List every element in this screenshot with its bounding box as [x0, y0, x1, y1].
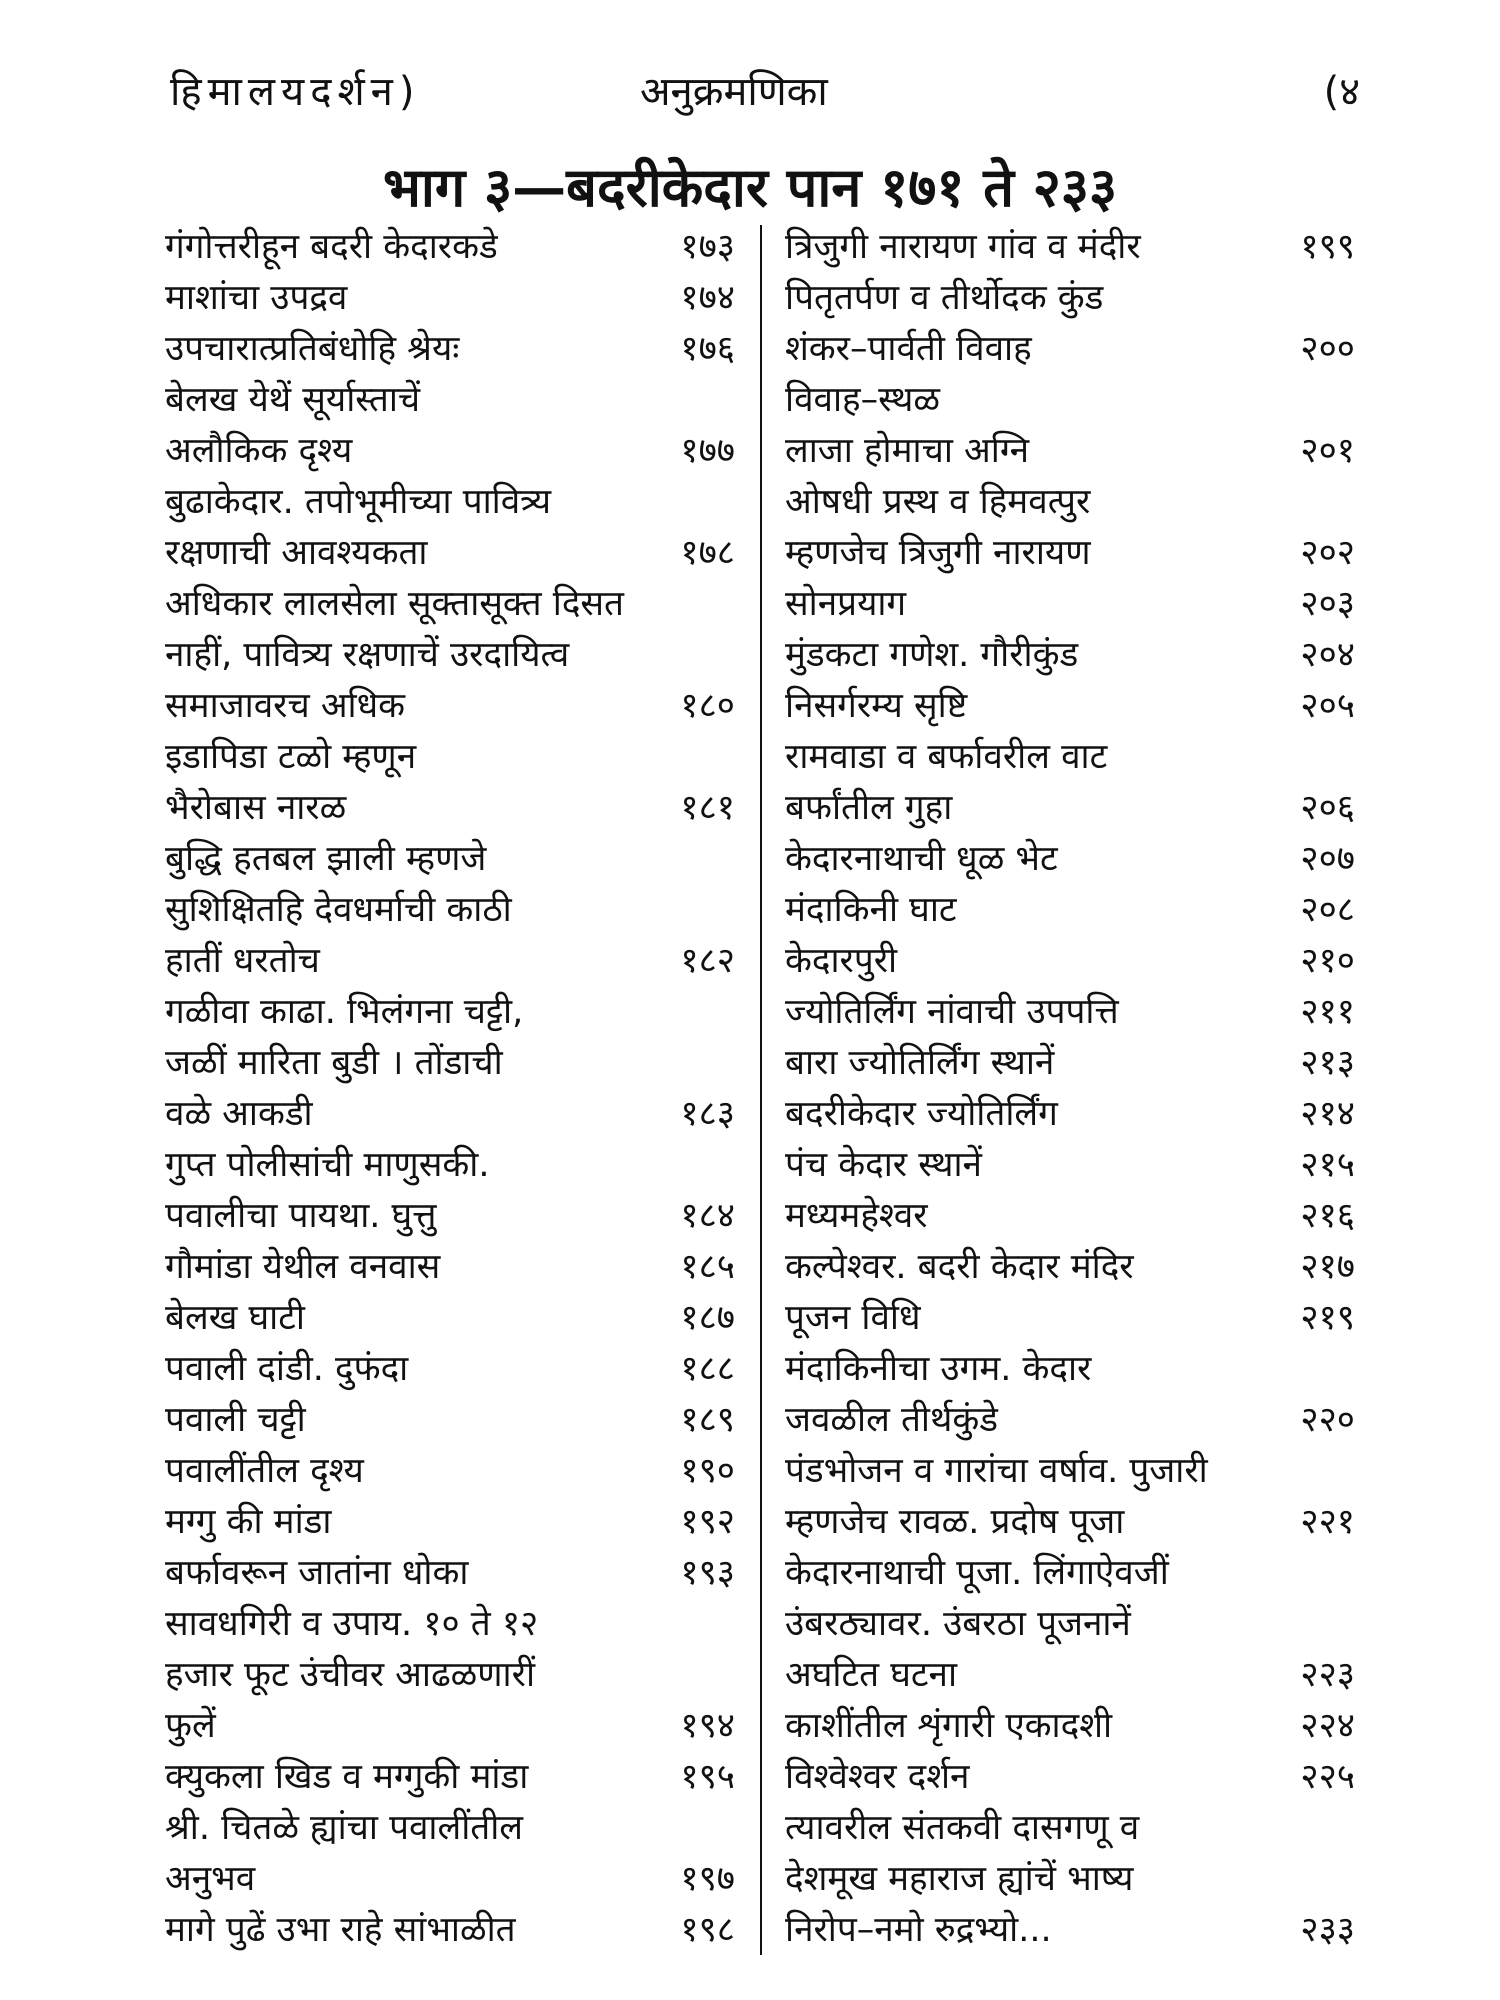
index-entry: [165, 630, 735, 681]
entry-title: पवालींतील दृश्य: [165, 1451, 364, 1491]
entry-title: विश्वेश्वर दर्शन: [785, 1757, 970, 1797]
entry-title: निसर्गरम्य सृष्टि: [785, 686, 968, 726]
entry-title: बर्फावरून जातांना धोका: [165, 1553, 469, 1593]
entry-title: अनुभव: [165, 1859, 256, 1899]
index-entry: [165, 1140, 735, 1191]
index-entry: [165, 375, 735, 426]
index-entry: [165, 783, 735, 834]
entry-title: बुद्धि हतबल झाली म्हणजे: [165, 839, 487, 879]
entry-page-number: २०७: [1300, 839, 1355, 879]
entry-page-number: १८३: [680, 1094, 735, 1134]
index-entry: [165, 1242, 735, 1293]
entry-page-number: २२३: [1300, 1655, 1355, 1695]
entry-title: अघटित घटना: [785, 1655, 958, 1695]
index-entry: [165, 324, 735, 375]
entry-title: बुढाकेदार. तपोभूमीच्या पावित्र्य: [165, 482, 552, 522]
entry-page-number: २०१: [1300, 431, 1355, 471]
entry-title: सोनप्रयाग: [785, 584, 907, 624]
index-entry: [785, 987, 1355, 1038]
entry-title: बारा ज्योतिर्लिंग स्थानें: [785, 1043, 1055, 1083]
entry-title: बेलख येथें सूर्यास्ताचें: [165, 380, 421, 420]
entry-page-number: २०८: [1300, 890, 1355, 930]
index-entry: [785, 1191, 1355, 1242]
entry-page-number: २०३: [1300, 584, 1355, 624]
entry-title: बेलख घाटी: [165, 1298, 305, 1338]
index-entry: [785, 1752, 1355, 1803]
index-entry: [165, 1701, 735, 1752]
entry-title: अलौकिक दृश्य: [165, 431, 353, 471]
entry-page-number: २१७: [1300, 1247, 1355, 1287]
index-entry: [785, 1650, 1355, 1701]
entry-page-number: २०५: [1300, 686, 1355, 726]
entry-page-number: १९२: [680, 1502, 735, 1542]
entry-page-number: २०४: [1300, 635, 1355, 675]
index-entry: [785, 1293, 1355, 1344]
entry-title: देशमूख महाराज ह्यांचें भाष्य: [785, 1859, 1134, 1899]
entry-title: जवळील तीर्थकुंडे: [785, 1400, 998, 1440]
index-entry: [165, 1599, 735, 1650]
index-entry: [785, 1701, 1355, 1752]
index-entry: [785, 1038, 1355, 1089]
entry-page-number: १८८: [680, 1349, 735, 1389]
entry-title: गंगोत्तरीहून बदरी केदारकडे: [165, 227, 498, 267]
index-entry: [785, 1344, 1355, 1395]
entry-title: वळे आकडी: [165, 1094, 313, 1134]
entry-page-number: १९७: [680, 1859, 735, 1899]
entry-title: पवालीचा पायथा. घुत्तु: [165, 1196, 437, 1236]
entry-title: बर्फांतील गुहा: [785, 788, 953, 828]
index-entry: [785, 936, 1355, 987]
entry-page-number: १७४: [680, 278, 735, 318]
entry-page-number: १९३: [680, 1553, 735, 1593]
entry-title: पंडभोजन व गारांचा वर्षाव. पुजारी: [785, 1451, 1208, 1491]
entry-page-number: २३३: [1300, 1910, 1355, 1950]
entry-page-number: १७६: [680, 329, 735, 369]
entry-page-number: १८४: [680, 1196, 735, 1236]
index-entry: [165, 1548, 735, 1599]
entry-title: रामवाडा व बर्फावरील वाट: [785, 737, 1108, 777]
entry-title: मध्यमहेश्वर: [785, 1196, 928, 1236]
entry-page-number: २१४: [1300, 1094, 1355, 1134]
entry-title: भैरोबास नारळ: [165, 788, 347, 828]
entry-title: रक्षणाची आवश्यकता: [165, 533, 428, 573]
index-entry: [785, 477, 1355, 528]
entry-title: लाजा होमाचा अग्नि: [785, 431, 1030, 471]
index-entry: [165, 732, 735, 783]
index-entry: [785, 1548, 1355, 1599]
index-entry: [165, 426, 735, 477]
entry-title: जळीं मारिता बुडी । तोंडाची: [165, 1043, 503, 1083]
header-section-title: अनुक्रमणिका: [640, 69, 828, 115]
entry-title: मुंडकटा गणेश. गौरीकुंड: [785, 635, 1079, 675]
entry-page-number: १९४: [680, 1706, 735, 1746]
entry-page-number: २२४: [1300, 1706, 1355, 1746]
entry-title: पंच केदार स्थानें: [785, 1145, 982, 1185]
index-entry: [785, 1905, 1355, 1956]
entry-page-number: १९९: [1300, 227, 1355, 267]
entry-title: उंबरठ्यावर. उंबरठा पूजनानें: [785, 1604, 1131, 1644]
entry-title: त्यावरील संतकवी दासगणू व: [785, 1808, 1140, 1848]
index-entry: [165, 1446, 735, 1497]
index-entry: [785, 834, 1355, 885]
entry-title: केदारनाथाची धूळ भेट: [785, 839, 1058, 879]
index-entry: [165, 834, 735, 885]
index-entry: [785, 1803, 1355, 1854]
entry-page-number: १९८: [680, 1910, 735, 1950]
entry-page-number: २२१: [1300, 1502, 1355, 1542]
index-entry: [165, 1344, 735, 1395]
index-entry: [785, 885, 1355, 936]
index-entry: [785, 1242, 1355, 1293]
entry-title: शंकर–पार्वती विवाह: [785, 329, 1032, 369]
index-entry: [785, 681, 1355, 732]
entry-page-number: २००: [1300, 329, 1355, 369]
index-entry: [785, 375, 1355, 426]
column-divider: [760, 225, 762, 1955]
index-entry: [165, 579, 735, 630]
entry-title: इडापिडा टळो म्हणून: [165, 737, 417, 777]
entry-page-number: २२५: [1300, 1757, 1355, 1797]
index-entry: [785, 324, 1355, 375]
entry-title: क्युकला खिड व मग्गुकी मांडा: [165, 1757, 529, 1797]
entry-page-number: २२०: [1300, 1400, 1355, 1440]
entry-page-number: २१६: [1300, 1196, 1355, 1236]
entry-page-number: २०६: [1300, 788, 1355, 828]
index-entry: [785, 426, 1355, 477]
entry-title: समाजावरच अधिक: [165, 686, 406, 726]
index-entry: [165, 1803, 735, 1854]
entry-page-number: १७७: [680, 431, 735, 471]
entry-title: गौमांडा येथील वनवास: [165, 1247, 441, 1287]
entry-title: मंदाकिनी घाट: [785, 890, 957, 930]
entry-page-number: २१३: [1300, 1043, 1355, 1083]
running-header: [170, 62, 1360, 122]
index-entry: [785, 630, 1355, 681]
entry-page-number: १८२: [680, 941, 735, 981]
entry-title: फुलें: [165, 1706, 216, 1746]
entry-title: केदारनाथाची पूजा. लिंगाऐवजीं: [785, 1553, 1169, 1593]
index-entry: [785, 222, 1355, 273]
index-entry: [165, 477, 735, 528]
entry-title: पवाली चट्टी: [165, 1400, 306, 1440]
entry-title: म्हणजेच रावळ. प्रदोष पूजा: [785, 1502, 1125, 1542]
index-entry: [785, 1446, 1355, 1497]
index-entry: [165, 936, 735, 987]
index-entry: [785, 1599, 1355, 1650]
entry-title: निरोप–नमो रुद्रभ्यो...: [785, 1910, 1052, 1950]
index-entry: [785, 732, 1355, 783]
entry-page-number: २०२: [1300, 533, 1355, 573]
index-entry: [785, 273, 1355, 324]
entry-title: श्री. चितळे ह्यांचा पवालींतील: [165, 1808, 524, 1848]
entry-title: मागे पुढें उभा राहे सांभाळीत: [165, 1910, 516, 1950]
entry-page-number: १८०: [680, 686, 735, 726]
index-entry: [165, 528, 735, 579]
entry-title: पितृतर्पण व तीर्थोदक कुंड: [785, 278, 1104, 318]
entry-title: गुप्त पोलीसांची माणुसकी.: [165, 1145, 490, 1185]
index-entry: [165, 1752, 735, 1803]
index-column-right: [785, 222, 1355, 1962]
index-column-left: [165, 222, 735, 1962]
entry-page-number: १९५: [680, 1757, 735, 1797]
entry-title: त्रिजुगी नारायण गांव व मंदीर: [785, 227, 1141, 267]
entry-title: विवाह–स्थळ: [785, 380, 941, 420]
entry-title: अधिकार लालसेला सूक्तासूक्त दिसत: [165, 584, 625, 624]
index-entry: [165, 222, 735, 273]
entry-title: काशींतील शृंगारी एकादशी: [785, 1706, 1113, 1746]
index-entry: [165, 885, 735, 936]
index-entry: [785, 1854, 1355, 1905]
entry-page-number: २१०: [1300, 941, 1355, 981]
entry-title: बदरीकेदार ज्योतिर्लिंग: [785, 1094, 1058, 1134]
index-entry: [165, 1905, 735, 1956]
index-entry: [165, 1497, 735, 1548]
entry-page-number: १८१: [680, 788, 735, 828]
index-entry: [165, 987, 735, 1038]
entry-title: हातीं धरतोच: [165, 941, 320, 981]
index-entry: [785, 1140, 1355, 1191]
entry-page-number: १८९: [680, 1400, 735, 1440]
entry-title: नाहीं, पावित्र्य रक्षणाचें उरदायित्व: [165, 635, 570, 675]
entry-title: हजार फूट उंचीवर आढळणारीं: [165, 1655, 536, 1695]
index-entry: [165, 273, 735, 324]
entry-title: कल्पेश्वर. बदरी केदार मंदिर: [785, 1247, 1134, 1287]
header-book-title: हिमालयदर्शन): [170, 69, 421, 115]
entry-page-number: १७३: [680, 227, 735, 267]
index-entry: [165, 1650, 735, 1701]
entry-title: ओषधी प्रस्थ व हिमवत्पुर: [785, 482, 1091, 522]
entry-title: पवाली दांडी. दुफंदा: [165, 1349, 409, 1389]
entry-title: म्हणजेच त्रिजुगी नारायण: [785, 533, 1091, 573]
entry-page-number: २१९: [1300, 1298, 1355, 1338]
entry-title: ज्योतिर्लिंग नांवाची उपपत्ति: [785, 992, 1119, 1032]
entry-title: पूजन विधि: [785, 1298, 921, 1338]
entry-page-number: २१५: [1300, 1145, 1355, 1185]
index-entry: [785, 1395, 1355, 1446]
index-entry: [785, 783, 1355, 834]
entry-page-number: १९०: [680, 1451, 735, 1491]
index-entry: [165, 1854, 735, 1905]
entry-title: उपचारात्प्रतिबंधोहि श्रेयः: [165, 329, 460, 369]
index-entry: [165, 1089, 735, 1140]
entry-title: केदारपुरी: [785, 941, 898, 981]
entry-page-number: १८७: [680, 1298, 735, 1338]
index-entry: [785, 1497, 1355, 1548]
index-entry: [165, 1293, 735, 1344]
index-entry: [785, 528, 1355, 579]
section-heading: भाग ३—बदरीकेदार पान १७१ ते २३३: [382, 155, 1118, 219]
entry-title: माशांचा उपद्रव: [165, 278, 348, 318]
index-entry: [165, 1191, 735, 1242]
entry-title: मग्गु की मांडा: [165, 1502, 332, 1542]
index-entry: [165, 681, 735, 732]
entry-page-number: १८५: [680, 1247, 735, 1287]
entry-page-number: १७८: [680, 533, 735, 573]
index-entry: [165, 1038, 735, 1089]
header-page-number: (४: [1323, 69, 1360, 115]
index-entry: [785, 579, 1355, 630]
entry-title: गळीवा काढा. भिलंगना चट्टी,: [165, 992, 524, 1032]
entry-title: सुशिक्षितहि देवधर्माची काठी: [165, 890, 512, 930]
entry-title: मंदाकिनीचा उगम. केदार: [785, 1349, 1092, 1389]
index-entry: [165, 1395, 735, 1446]
entry-title: सावधगिरी व उपाय. १० ते १२: [165, 1604, 539, 1644]
entry-page-number: २११: [1300, 992, 1355, 1032]
index-entry: [785, 1089, 1355, 1140]
